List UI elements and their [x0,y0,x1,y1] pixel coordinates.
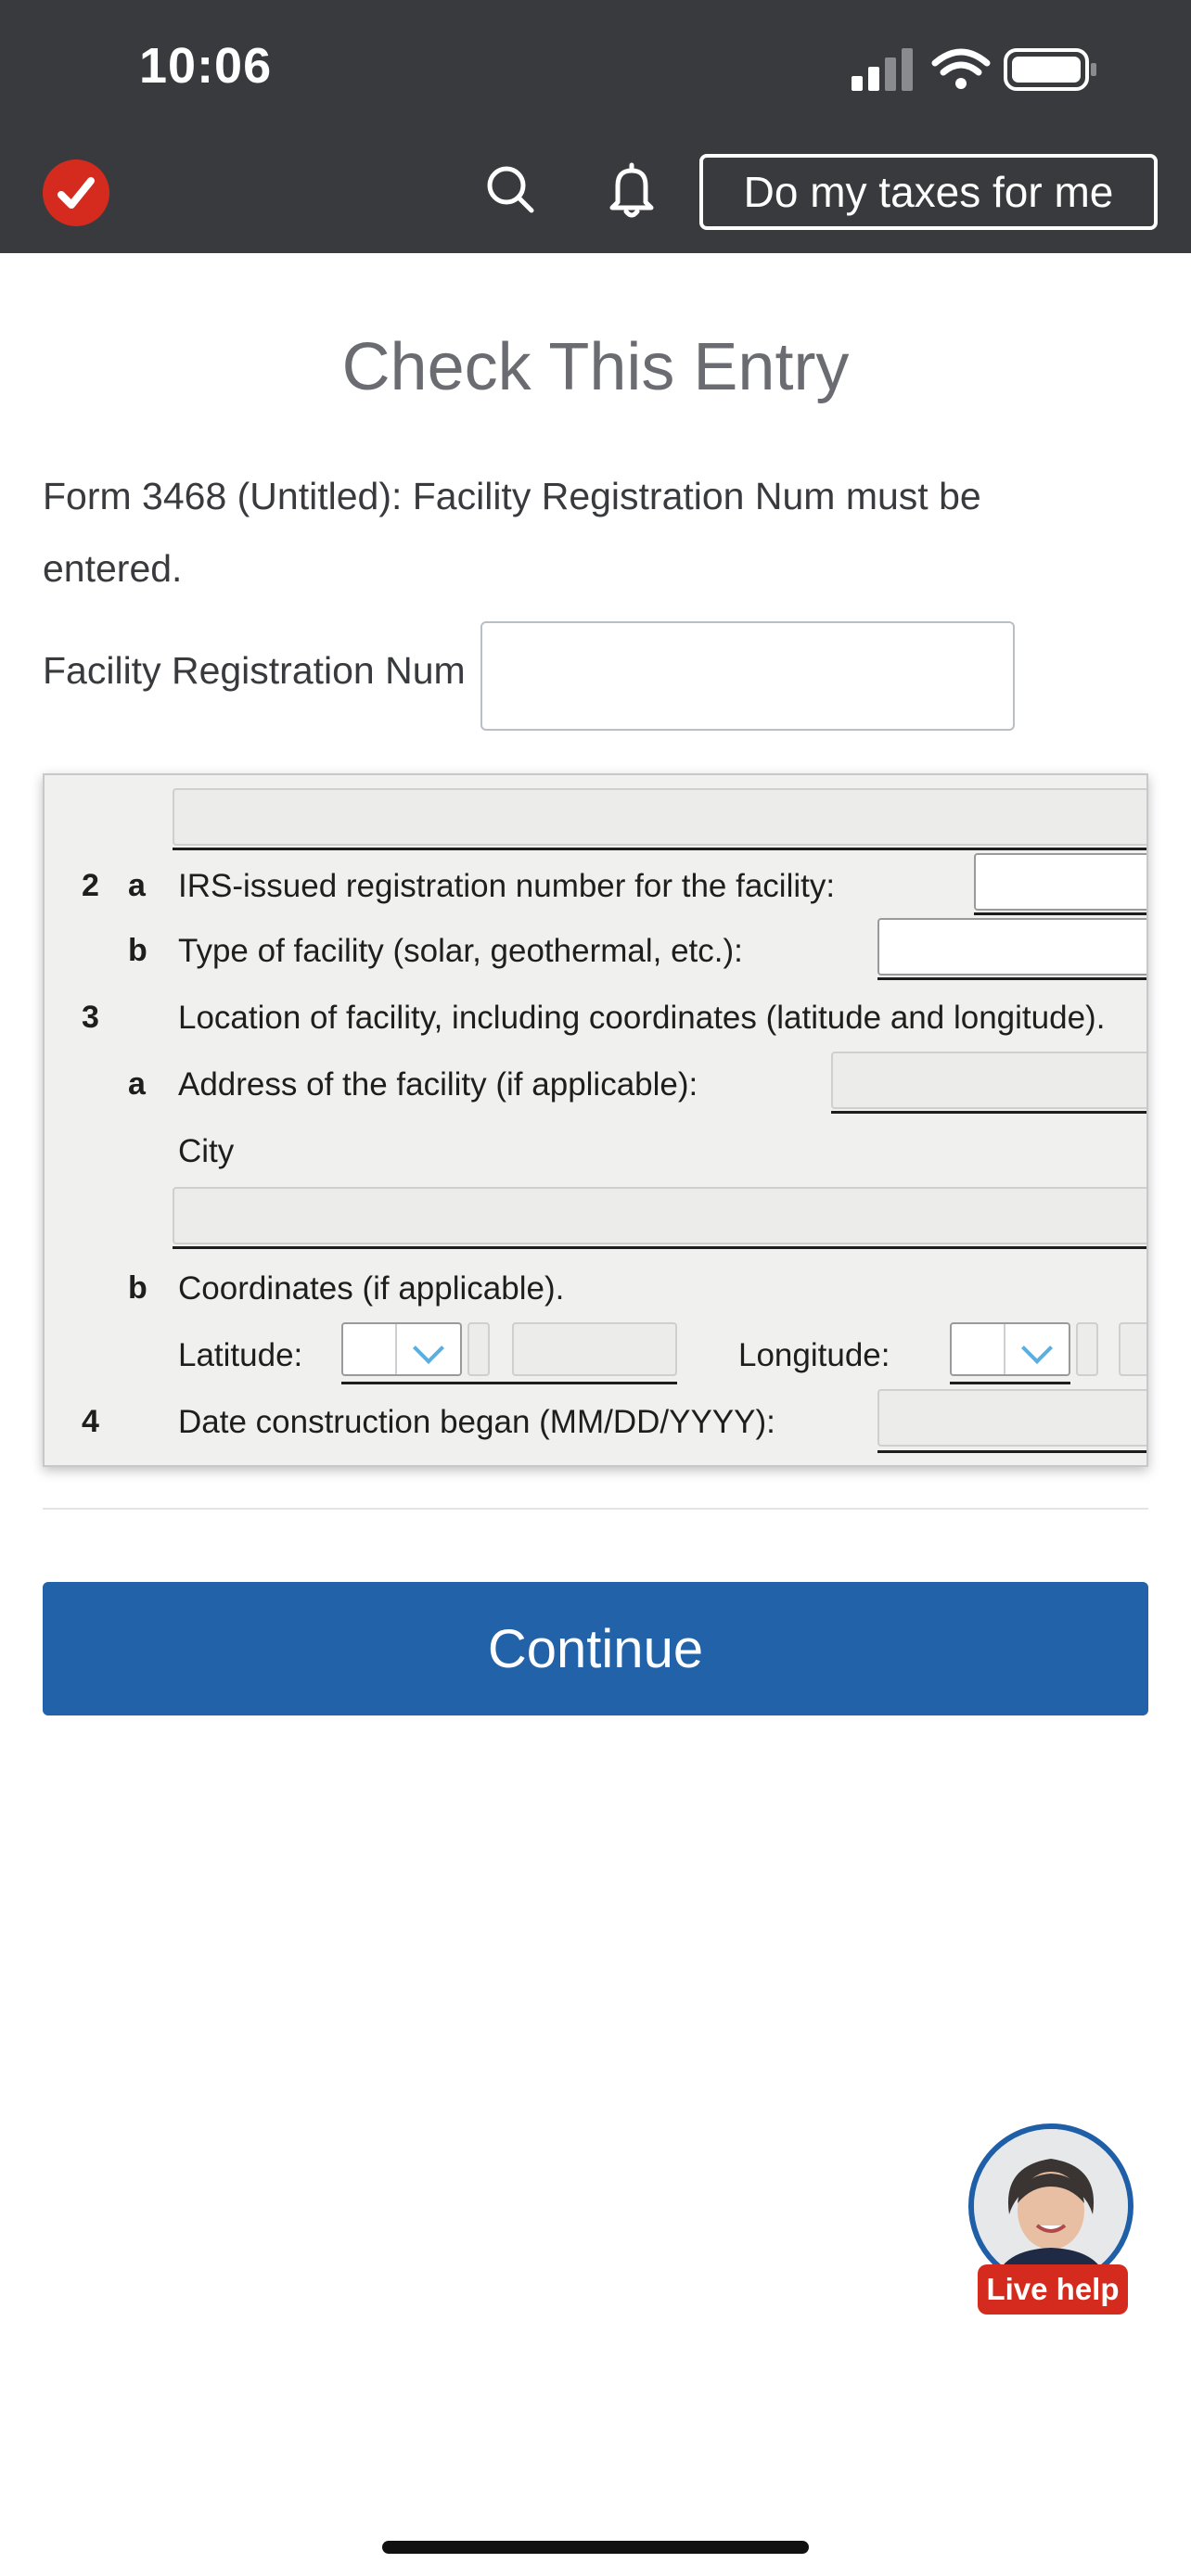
longitude-direction-select[interactable] [950,1322,1070,1376]
rule [877,1450,1148,1453]
home-indicator [382,2541,809,2554]
rule [877,977,1148,980]
line-2b-letter: b [128,933,147,968]
app-header [0,0,1191,253]
registration-number-field[interactable] [974,853,1148,911]
latitude-value-field[interactable] [512,1322,677,1376]
error-message: Form 3468 (Untitled): Facility Registration Num must be entered. [43,475,981,590]
line-2b-text: Type of facility (solar, geothermal, etc.): [178,933,743,969]
rule [341,1382,677,1384]
facility-type-field[interactable] [877,918,1148,976]
line-4-text: Date construction began (MM/DD/YYYY): [178,1404,775,1440]
latitude-direction-select[interactable] [341,1322,462,1376]
turbotax-logo-icon[interactable] [43,159,109,226]
rule [173,1246,1148,1249]
page-title: Check This Entry [341,330,850,404]
preview-name-field [173,788,1148,846]
rule [831,1111,1148,1114]
continue-button[interactable]: Continue [43,1582,1148,1715]
line-2a-text: IRS-issued registration number for the facility: [178,868,836,904]
status-icons [852,45,1102,96]
chevron-down-icon [1021,1333,1053,1364]
line-3a-letter: a [128,1066,146,1102]
facility-registration-input[interactable] [480,621,1015,731]
expert-avatar-icon [974,2129,1128,2283]
line-3-number: 3 [82,1000,99,1035]
divider [43,1508,1148,1510]
facility-address-field[interactable] [831,1052,1148,1109]
chevron-down-icon [413,1333,444,1364]
line-4-number: 4 [82,1404,99,1439]
line-2-number: 2 [82,868,99,903]
rule [173,848,1148,850]
status-time: 10:06 [139,38,273,94]
longitude-value-field[interactable] [1119,1322,1148,1376]
rule [950,1382,1070,1384]
line-3b-letter: b [128,1270,147,1306]
latitude-label: Latitude: [178,1337,303,1373]
search-icon[interactable] [479,158,544,223]
line-3-text: Location of facility, including coordinates (latitude and longitude). [178,1000,1106,1036]
line-3b-text: Coordinates (if applicable). [178,1270,565,1307]
city-label: City [178,1133,235,1169]
bell-icon[interactable] [599,158,664,223]
longitude-degrees-field[interactable] [1076,1322,1098,1376]
facility-registration-label: Facility Registration Num [43,649,466,692]
longitude-label: Longitude: [738,1337,890,1373]
signal-icon [852,45,1102,96]
live-help-button[interactable] [968,2123,1133,2318]
city-field[interactable] [173,1187,1148,1244]
do-my-taxes-button[interactable]: Do my taxes for me [699,154,1158,230]
line-2a-letter: a [128,868,146,903]
form-preview [43,773,1148,1467]
line-3a-text: Address of the facility (if applicable): [178,1066,698,1103]
latitude-degrees-field[interactable] [467,1322,490,1376]
live-help-badge: Live help [978,2264,1128,2315]
rule [974,912,1148,915]
construction-date-field[interactable] [877,1389,1148,1447]
